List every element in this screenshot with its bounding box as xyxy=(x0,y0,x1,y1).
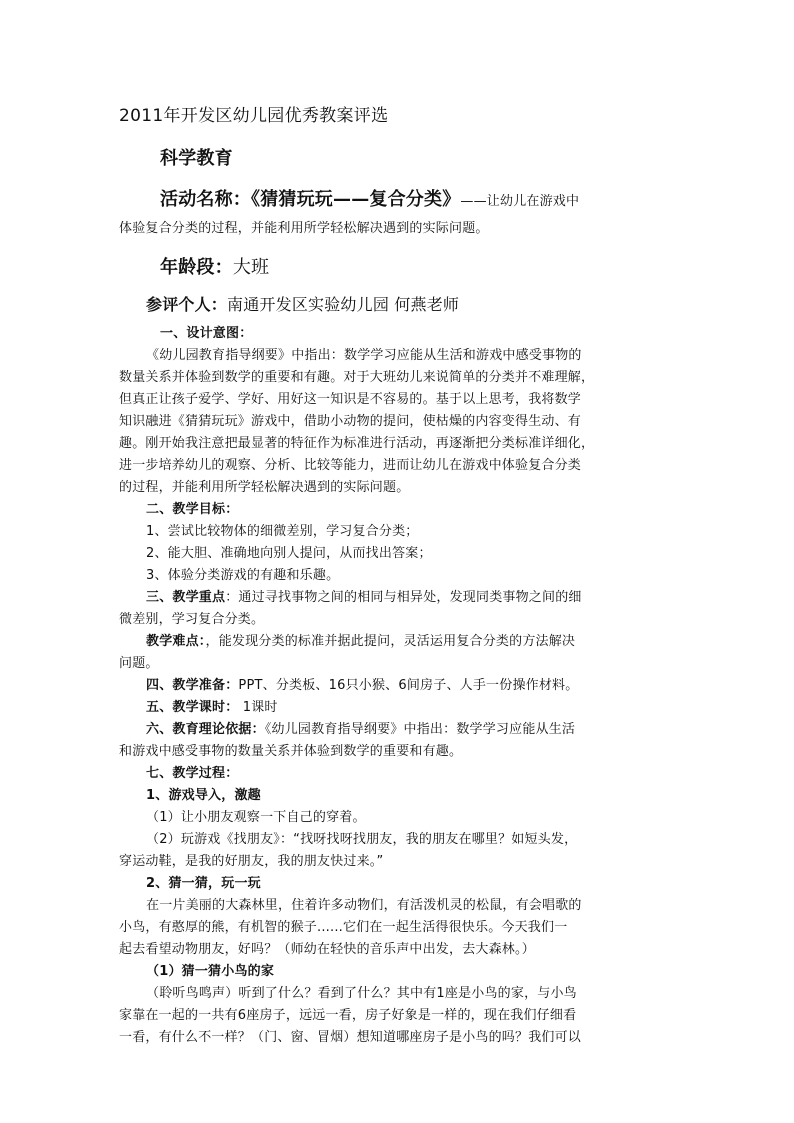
step-2-line: 起去看望动物朋友，好吗？（师幼在轻快的音乐声中出发，去大森林。） xyxy=(119,942,535,957)
section-6-label: 六、教育理论依据： xyxy=(146,722,265,737)
participant-label: 参评个人： xyxy=(146,295,228,314)
section-3-line xyxy=(146,587,582,609)
step-2-line: 在一片美丽的大森林里，住着许多动物们，有活泼机灵的松鼠，有会唱歌的 xyxy=(146,898,582,913)
section-2-heading: 二、教学目标： xyxy=(146,502,239,517)
step-1-line: （2）玩游戏《找朋友》：“找呀找呀找朋友，我的朋友在哪里？如短头发， xyxy=(146,832,578,847)
section-1-line: 数量关系并体验到数学的重要和有趣。对于大班幼儿来说简单的分类并不难理解， xyxy=(119,370,595,385)
step-1-line: 穿运动鞋，是我的好朋友，我的朋友快过来。” xyxy=(119,854,384,869)
section-1-line: 但真正让孩子爱学、学好、用好这一知识是不容易的。基于以上思考，我将数学 xyxy=(119,392,582,407)
activity-label: 活动名称： xyxy=(160,189,251,210)
section-6-cont: 和游戏中感受事物的数量关系并体验到数学的重要和有趣。 xyxy=(119,744,463,759)
age-line xyxy=(160,254,269,282)
activity-name: 《猜猜玩玩——复合分类》 xyxy=(251,189,461,210)
objective-item: 1、尝试比较物体的细微差别，学习复合分类； xyxy=(146,524,419,539)
step-1-line: （1）让小朋友观察一下自己的穿着。 xyxy=(146,810,366,825)
section-1-line: 的过程，并能利用所学轻松解决遇到的实际问题。 xyxy=(119,480,410,495)
section-3-text: ：通过寻找事物之间的相同与相异处，发现同类事物之间的细 xyxy=(225,590,582,605)
section-5-label: 五、教学课时： xyxy=(146,700,239,715)
section-5-text: 1课时 xyxy=(238,700,278,715)
step-2-heading: 2、猜一猜，玩一玩 xyxy=(146,876,261,891)
section-1-line: 进一步培养幼儿的观察、分析、比较等能力，进而让幼儿在游戏中体验复合分类 xyxy=(119,458,582,473)
section-5-line xyxy=(146,697,278,719)
section-1-line: 《幼儿园教育指导纲要》中指出：数学学习应能从生活和游戏中感受事物的 xyxy=(146,348,582,363)
section-6-line xyxy=(146,719,575,741)
section-6-text: 《幼儿园教育指导纲要》中指出：数学学习应能从生活 xyxy=(264,722,576,737)
section-7-heading: 七、教学过程： xyxy=(146,766,239,781)
section-1-line: 知识融进《猜猜玩玩》游戏中，借助小动物的提问，使枯燥的内容变得生动、有 xyxy=(119,414,582,429)
step-2-line: 小鸟，有憨厚的熊，有机智的猴子......它们在一起生活得很快乐。今天我们一 xyxy=(119,920,568,935)
objective-item: 2、能大胆、准确地向别人提问，从而找出答案； xyxy=(146,546,432,561)
objective-item: 3、体验分类游戏的有趣和乐趣。 xyxy=(146,568,340,583)
document-title: 2011年开发区幼儿园优秀教案评选 xyxy=(119,106,389,126)
difficulty-text: ，能发现分类的标准并据此提问，灵活运用复合分类的方法解决 xyxy=(205,634,576,649)
activity-name-line xyxy=(160,186,579,216)
section-4-label: 四、教学准备： xyxy=(146,678,239,693)
participant-line xyxy=(146,292,459,318)
section-3-cont: 微差别，学习复合分类。 xyxy=(119,612,265,627)
step-2-1-line: （聆听鸟鸣声）听到了什么？看到了什么？其中有1座是小鸟的家，与小鸟 xyxy=(146,986,577,1001)
step-2-1-line: 家靠在一起的一共有6座房子，远远一看，房子好象是一样的，现在我们仔细看 xyxy=(119,1008,577,1023)
section-3-label: 三、教学重点 xyxy=(146,590,226,605)
subject-heading: 科学教育 xyxy=(160,148,233,169)
activity-desc-cont: 体验复合分类的过程，并能利用所学轻松解决遇到的实际问题。 xyxy=(119,221,489,236)
section-4-line xyxy=(146,675,578,697)
age-value: 大班 xyxy=(232,257,270,278)
activity-desc: ——让幼儿在游戏中 xyxy=(460,194,580,209)
difficulty-line xyxy=(146,631,575,653)
age-label: 年龄段： xyxy=(160,257,233,278)
step-1-heading: 1、游戏导入，激趣 xyxy=(146,788,261,803)
participant-value: 南通开发区实验幼儿园 何燕老师 xyxy=(227,295,460,314)
difficulty-label: 教学难点： xyxy=(146,634,206,649)
step-2-1-line: 一看，有什么不一样？（门、窗、冒烟）想知道哪座房子是小鸟的吗？我们可以 xyxy=(119,1030,582,1045)
step-2-1-heading: （1）猜一猜小鸟的家 xyxy=(146,964,275,979)
section-1-heading: 一、设计意图： xyxy=(160,326,253,341)
difficulty-cont: 问题。 xyxy=(119,656,159,671)
section-1-line: 趣。刚开始我注意把最显著的特征作为标准进行活动，再逐渐把分类标准详细化， xyxy=(119,436,595,451)
section-4-text: PPT、分类板、16只小猴、6间房子、人手一份操作材料。 xyxy=(238,678,579,693)
